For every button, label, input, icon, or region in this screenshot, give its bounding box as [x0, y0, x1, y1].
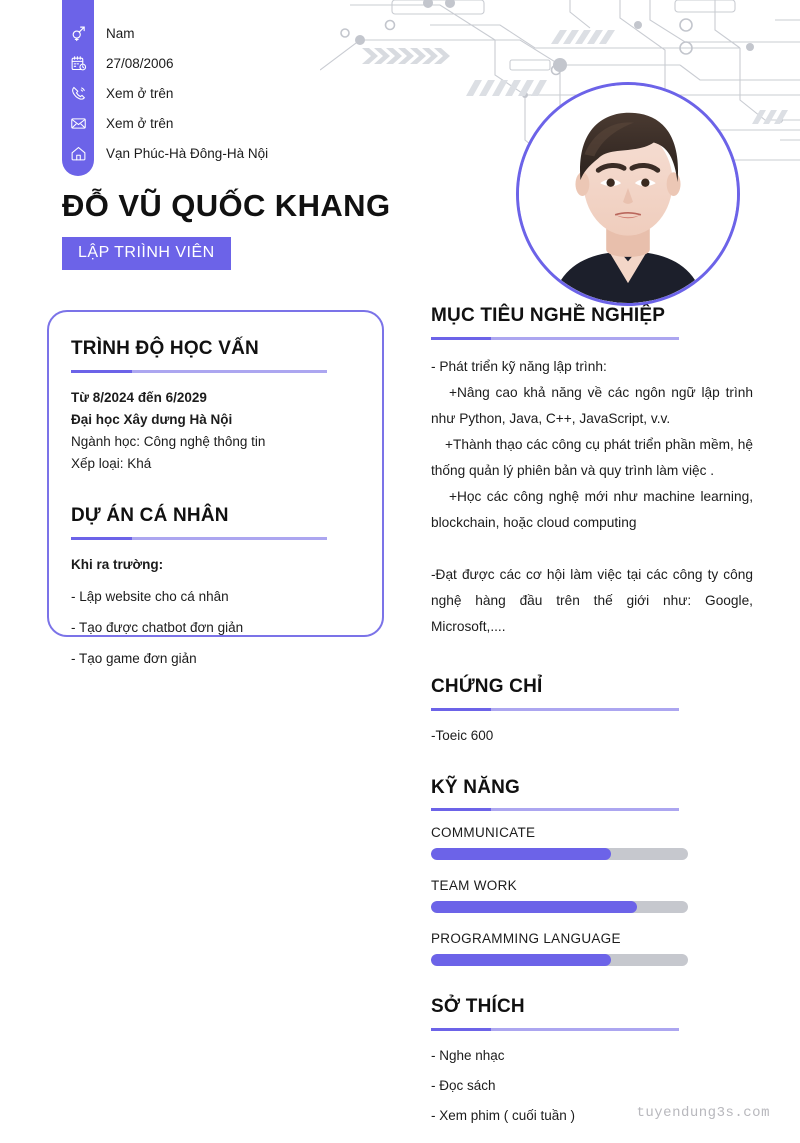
projects-subtitle: Khi ra trường:: [71, 556, 164, 572]
section-spacer: [71, 475, 354, 505]
section-spacer: [431, 640, 753, 676]
education-school: Đại học Xây dưng Hà Nội: [71, 411, 233, 427]
education-major: Ngành học: Công nghệ thông tin: [71, 433, 266, 449]
skill-item: [431, 825, 753, 860]
objective-paragraph: +Học các công nghệ mới như machine learning, blockchain, hoặc cloud computing: [431, 488, 753, 530]
list-item: - Nghe nhạc: [431, 1048, 505, 1064]
email-icon: [62, 108, 94, 138]
list-item: - Tạo game đơn giản: [71, 650, 197, 666]
skill-progress-track: [431, 848, 688, 860]
education-grade: Xếp loại: Khá: [71, 455, 152, 471]
projects-section-title: DỰ ÁN CÁ NHÂN: [71, 504, 229, 526]
job-title-badge: LẬP TRIÌNH VIÊN: [62, 237, 231, 270]
contact-row-phone: [62, 78, 392, 108]
right-column: [431, 305, 753, 1127]
avatar-photo: [519, 85, 737, 303]
home-icon: [62, 138, 94, 168]
contact-row-gender: [62, 18, 392, 48]
left-card: [47, 310, 384, 666]
projects-rule: [71, 537, 327, 540]
name-block: [62, 188, 390, 270]
skills-section-title: KỸ NĂNG: [431, 776, 521, 798]
objective-section-title: MỤC TIÊU NGHỀ NGHIỆP: [431, 305, 666, 326]
avatar: [516, 82, 740, 306]
contact-value-gender: Nam: [106, 25, 135, 41]
hobbies-rule: [431, 1028, 679, 1031]
contact-row-address: [62, 138, 392, 168]
objective-paragraph: +Nâng cao khả năng về các ngôn ngữ lập trình như Python, Java, C++, JavaScript, v.v.: [431, 384, 753, 426]
contact-row-email: [62, 108, 392, 138]
education-rule: [71, 370, 327, 373]
list-item: - Đọc sách: [431, 1078, 496, 1094]
skill-label: PROGRAMMING LANGUAGE: [431, 931, 621, 947]
spacer: [431, 536, 753, 562]
section-spacer: [431, 747, 753, 777]
education-period: Từ 8/2024 đến 6/2029: [71, 389, 207, 405]
skill-label: COMMUNICATE: [431, 825, 536, 841]
contact-value-birthday: 27/08/2006: [106, 55, 174, 71]
watermark: tuyendung3s.com: [636, 1105, 770, 1121]
list-item: - Lập website cho cá nhân: [71, 588, 229, 604]
education-section-title: TRÌNH ĐỘ HỌC VẤN: [71, 338, 259, 359]
skill-progress-fill: [431, 901, 637, 913]
spacer: [71, 576, 354, 586]
objective-paragraph: - Phát triển kỹ năng lập trình:: [431, 358, 607, 374]
page-title: ĐỖ VŨ QUỐC KHANG: [62, 188, 391, 223]
contact-value-address: Vạn Phúc-Hà Đông-Hà Nội: [106, 145, 269, 161]
phone-icon: [62, 78, 94, 108]
contact-row-birthday: [62, 48, 392, 78]
contact-value-email: Xem ở trên: [106, 115, 174, 131]
skill-progress-fill: [431, 848, 611, 860]
skill-label: TEAM WORK: [431, 878, 517, 894]
hobbies-section-title: SỞ THÍCH: [431, 996, 525, 1018]
skills-rule: [431, 808, 679, 811]
gender-icon: [62, 18, 94, 48]
skill-progress-track: [431, 954, 688, 966]
contact-list: [62, 18, 392, 168]
list-item: - Xem phim ( cuối tuần ): [431, 1108, 576, 1124]
certificates-rule: [431, 708, 679, 711]
objective-rule: [431, 337, 679, 340]
objective-paragraph: +Thành thạo các công cụ phát triển phần mềm, hệ thống quản lý phiên bản và quy trình làm việc .: [431, 436, 753, 478]
skill-progress-fill: [431, 954, 611, 966]
skill-item: [431, 878, 753, 913]
skill-item: [431, 931, 753, 966]
list-item: - Tạo được chatbot đơn giản: [71, 619, 244, 635]
contact-value-phone: Xem ở trên: [106, 85, 174, 101]
objective-paragraph: -Đạt được các cơ hội làm việc tại các công ty công nghệ hàng đầu trên thế giới như: Google, Microsoft,....: [431, 566, 753, 634]
skill-progress-track: [431, 901, 688, 913]
calendar-icon: [62, 48, 94, 78]
section-spacer: [431, 984, 753, 996]
certificates-section-title: CHỨNG CHỈ: [431, 675, 543, 697]
list-item: -Toeic 600: [431, 727, 494, 743]
